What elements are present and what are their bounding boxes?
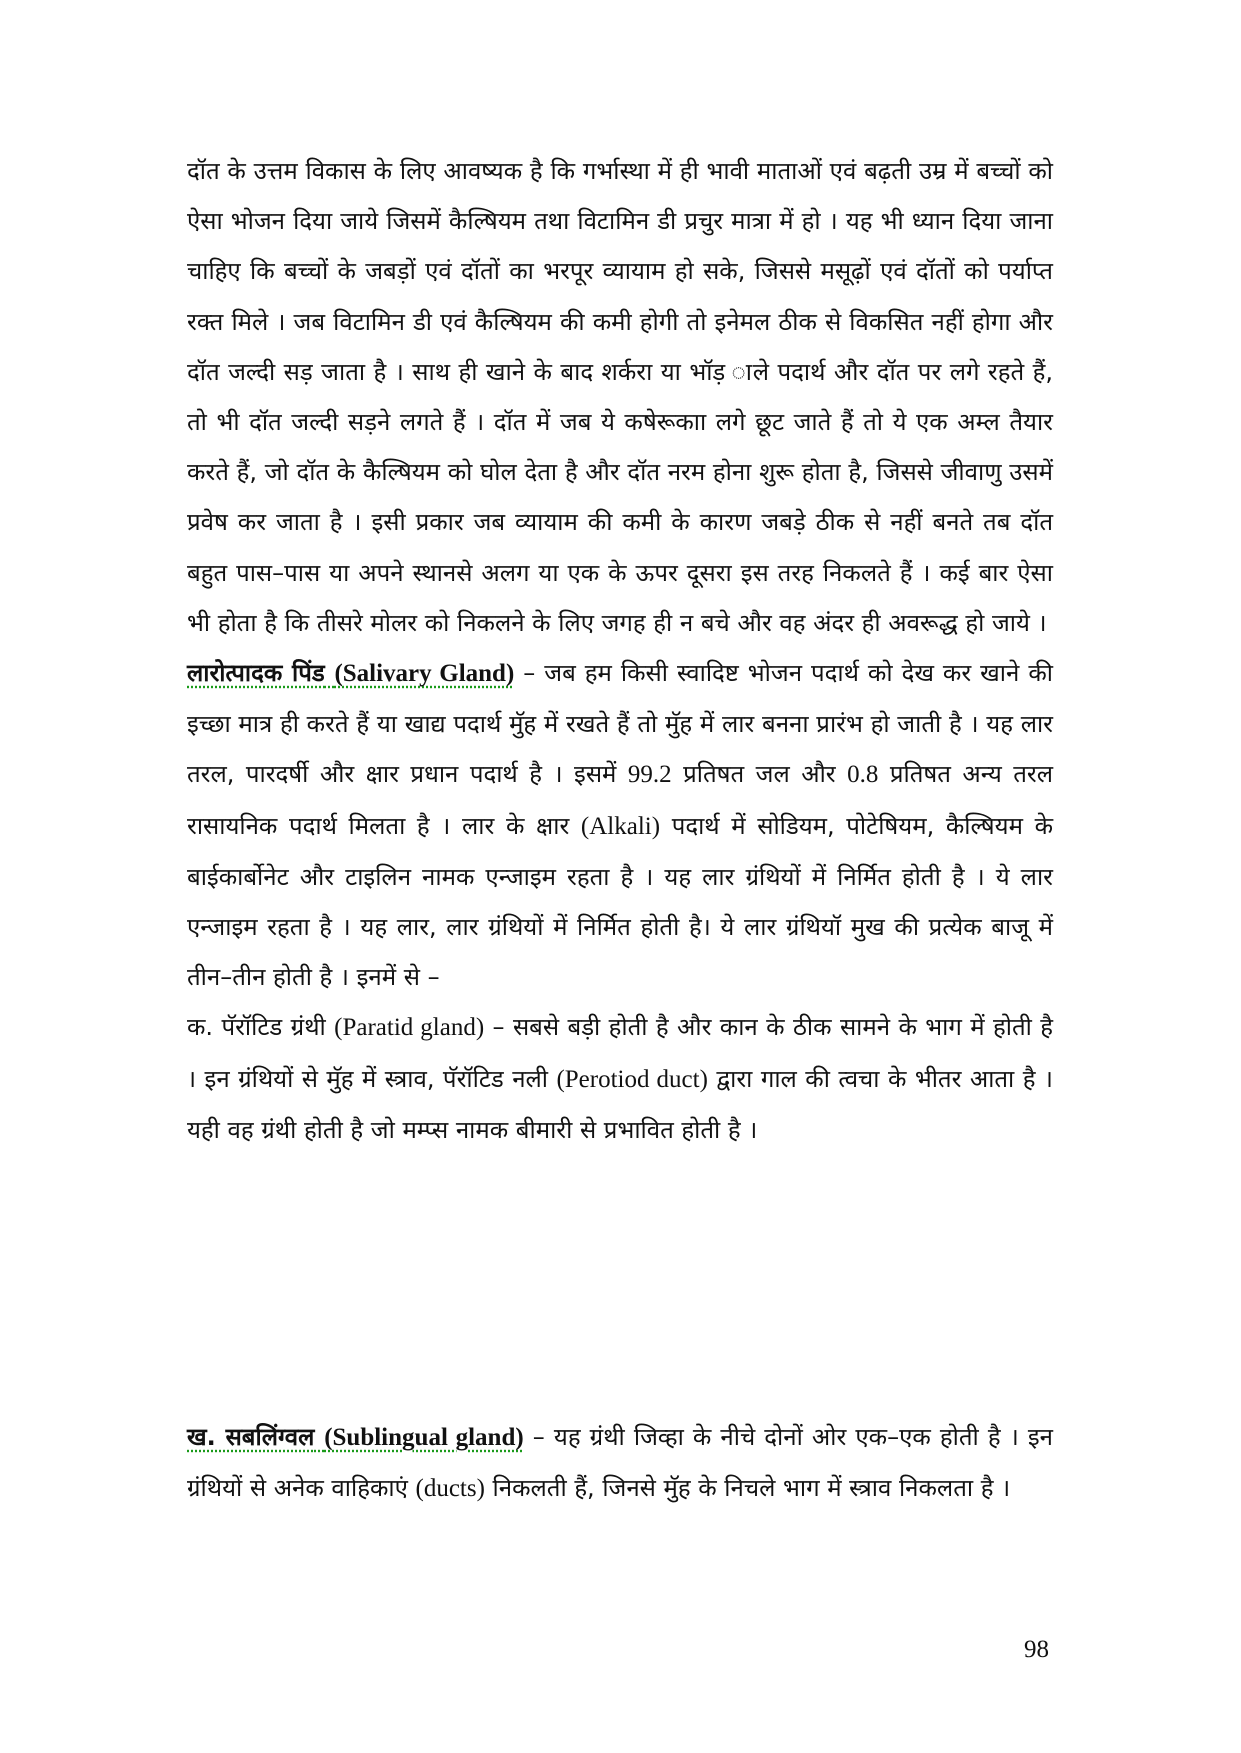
alkali-term: (Alkali)	[580, 812, 661, 840]
salivary-other-percent: 0.8	[847, 761, 879, 789]
parotid-text-c: द्वारा गाल की त्वचा के भीतर आता है । यही वह ग्रंथी होती है जो मम्प्स नामक बीमारी से प्रभावित होती है ।	[187, 1064, 1053, 1144]
salivary-gland-paragraph	[187, 648, 1053, 1002]
parotid-gland-paragraph	[187, 1002, 1053, 1155]
salivary-heading-hindi: लारोत्पादक पिंड	[187, 659, 325, 688]
sublingual-text-b: निकलती हैं, जिनसे मुॅह के निचले भाग में स्त्राव निकलता है ।	[484, 1474, 1011, 1503]
main-text-block	[187, 146, 1053, 1155]
salivary-heading-english: (Salivary Gland)	[334, 660, 515, 688]
ducts-term: (ducts)	[415, 1475, 485, 1503]
sublingual-heading-hindi: ख. सबलिंग्वल	[187, 1423, 315, 1451]
salivary-text-c: प्रतिषत अन्य तरल रासायनिक पदार्थ मिलता है । लार के क्षार	[187, 760, 1053, 840]
parotid-gland-term: (Paratid gland)	[334, 1014, 485, 1042]
salivary-gland-heading	[187, 659, 514, 687]
salivary-text-b: प्रतिषत जल और	[671, 760, 848, 789]
sublingual-gland-heading	[187, 1423, 524, 1451]
parotid-text-b: – सबसे बड़ी होती है और कान के ठीक सामने के भाग में होती है । इन ग्रंथियों से मुॅह में स्त्राव, पॅरॉटिड नली	[187, 1013, 1053, 1093]
sublingual-section	[187, 1412, 1053, 1514]
intro-paragraph: दॉत के उत्तम विकास के लिए आवष्यक है कि गर्भास्था में ही भावी माताओं एवं बढ़ती उम्र में बच्चों को ऐसा भोजन दिया जाये जिसमें कैल्षियम तथा विटामिन डी प्रचुर मात्रा में हो । यह भी ध्यान दिया जाना चाहिए कि बच्चों के जबड़ों एवं दॉतों का भरपूर व्यायाम हो सके, जिससे मसूढ़ों एवं दॉतों को पर्याप्त रक्त मिले । जब विटामिन डी एवं कैल्षियम की कमी होगी तो इनेमल ठीक से विकसित नहीं होगा और दॉत जल्दी सड़ जाता है । साथ ही खाने के बाद शर्करा या भॉड़ ाले पदार्थ और दॉत पर लगे रहते हैं, तो भी दॉत जल्दी सड़ने लगते हैं । दॉत में जब ये कषेरूकाा लगे छूट जाते हैं तो ये एक अम्ल तैयार करते हैं, जो दॉत के कैल्षियम को घोल देता है और दॉत नरम होना शुरू होता है, जिससे जीवाणु उसमें प्रवेष कर जाता है । इसी प्रकार जब व्यायाम की कमी के कारण जबड़े ठीक से नहीं बनते तब दॉत बहुत पास–पास या अपने स्थानसे अलग या एक के ऊपर दूसरा इस तरह निकलते हैं । कई बार ऐसा भी होता है कि तीसरे मोलर को निकलने के लिए जगह ही न बचे और वह अंदर ही अवरूद्ध हो जाये ।	[187, 157, 1053, 637]
salivary-water-percent: 99.2	[627, 761, 672, 789]
sublingual-text-a: – यह ग्रंथी जिव्हा के नीचे दोनों ओर एक–एक होती है । इन ग्रंथियों से अनेक वाहिकाएं	[187, 1423, 1053, 1503]
salivary-text-a: – जब हम किसी स्वादिष्ट भोजन पदार्थ को देख कर खाने की इच्छा मात्र ही करते हैं या खाद्य पदार्थ मुॅह में रखते हैं तो मुॅह में लार बनना प्रारंभ हो जाती है । यह लार तरल, पारदर्षी और क्षार प्रधान पदार्थ है । इसमें	[187, 659, 1054, 789]
salivary-text-d: पदार्थ में सोडियम, पोटेषियम, कैल्षियम के बाईकार्बोनेट और टाइलिन नामक एन्जाइम रहता है । यह लार ग्रंथियों में निर्मित होती है । ये लार एन्जाइम रहता है । यह लार, लार ग्रंथियों में निर्मित होती है। ये लार ग्रंथियॉ मुख की प्रत्येक बाजू में तीन–तीन होती है । इनमें से –	[187, 811, 1053, 992]
page-number: 98	[1024, 1636, 1049, 1663]
sublingual-gland-paragraph	[187, 1412, 1053, 1514]
sublingual-heading-english: (Sublingual gland)	[324, 1424, 524, 1451]
parotid-text-a: क. पॅरॉटिड ग्रंथी	[187, 1013, 335, 1042]
parotid-duct-term: (Perotiod duct)	[556, 1065, 708, 1093]
